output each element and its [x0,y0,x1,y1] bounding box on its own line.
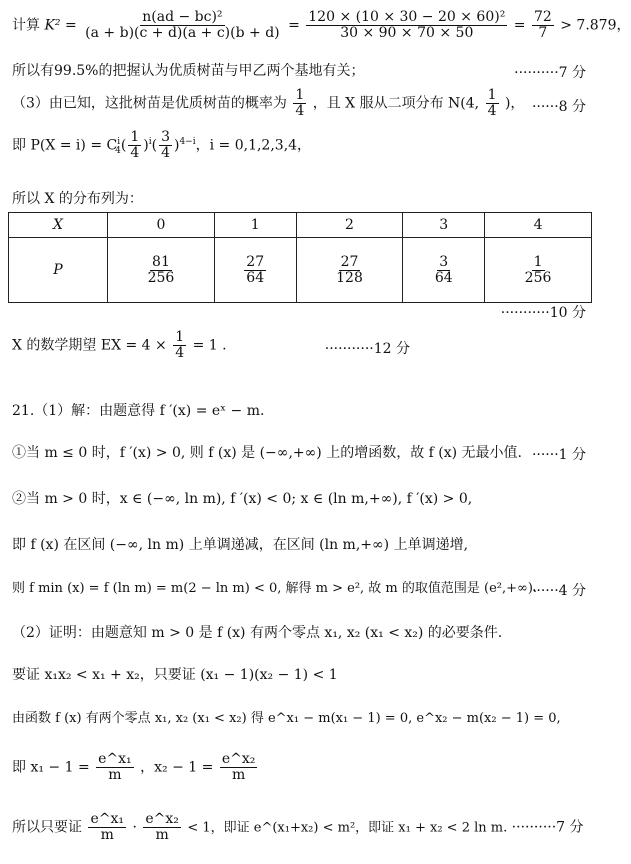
final-fraction-2 [143,812,181,843]
fraction-numerator: 1 [175,329,185,345]
fraction-numerator: 3 [161,129,170,145]
fraction-numerator: 1 [295,87,305,103]
fraction-denominator: 30 × 90 × 70 × 50 [340,25,474,41]
fraction-numerator: 27 [246,253,265,270]
table-cell [403,238,485,303]
score-7-a: ··········7 分 [514,65,586,81]
score-8: ······8 分 [531,99,586,115]
substitution-fraction-2 [220,752,258,783]
p-label: P [53,262,63,278]
fraction-denominator: 64 [434,269,453,286]
score-1: ······1 分 [531,447,586,463]
fraction-denominator: 4 [175,345,185,361]
exponent-1: i [148,136,152,147]
probability-fraction [433,255,455,286]
fraction-denominator: m [155,827,169,843]
q21-monotonic: 即 f (x) 在区间 (−∞, ln m) 上单调递减，在区间 (ln m,+∞) 上单调递增, [12,537,469,553]
fraction-numerator: 1 [487,87,497,103]
fraction-numerator: 3 [439,253,449,270]
fraction-denominator: (a + b)(c + d)(a + c)(b + d) [85,25,280,41]
pmf-line: 即 $P(X = i) = C^i_4$( $\frac{1}{4}$ )$^i$( $\frac{3}{4}$ )$^{4-i}$，i = 0,1,2,3,4， [12,129,312,161]
distribution-table [8,212,592,303]
table-cell [214,238,296,303]
fraction-numerator: 81 [152,253,170,270]
x-label-cell [9,213,108,238]
binomial-text-2: ，且 X 服从二项分布 N(4, [312,95,480,112]
k2-value-fraction [306,10,507,41]
final-prefix: 所以只要证 [12,819,82,836]
multiply-dot: · [132,819,137,836]
distribution-heading-text: 所以 X 的分布列为： [12,191,143,207]
fraction-denominator: m [100,827,114,843]
q21-to-prove: 要证 x₁x₂ < x₁ + x₂，只要证 (x₁ − 1)(x₂ − 1) < 1 [12,667,338,683]
table-cell [108,238,215,303]
fraction-numerator: 120 × (10 × 30 − 20 × 60)² [308,9,506,25]
fraction-numerator: e^x₂ [221,751,256,767]
table-cell: 2 [296,213,403,238]
k2-symbol: K² [44,17,61,34]
fraction-numerator: e^x₁ [98,751,132,767]
conclusion-line [12,62,364,80]
table-cell [485,238,592,303]
fraction-numerator: e^x₂ [145,811,179,827]
expectation-text-2: = 1 . [192,337,227,354]
fraction-denominator: 64 [246,269,265,286]
q21-substitution [12,752,259,783]
k2-formula-fraction [83,10,281,41]
q21-final [12,812,584,843]
pmf-prefix: 即 P(X = i) = C [12,137,118,154]
probability-fraction [146,255,177,286]
fraction-denominator: m [108,767,122,783]
pmf-fraction-1 [128,130,141,161]
text-prefix: 计算 [12,17,40,34]
q21-minimum: 则 f min (x) = f (ln m) = m(2 − ln m) < 0, 解得 m > e², 故 m 的取值范围是 (e²,+∞). [12,581,538,596]
score-4: ······4 分 [531,583,586,599]
fraction-denominator: 256 [147,269,175,286]
substitution-prefix: 即 x₁ − 1 = [12,759,90,776]
binomial-text-1: （3）由已知，这批树苗是优质树苗的概率为 [12,95,287,112]
pmf-tail: ，i = 0,1,2,3,4， [195,137,312,154]
q21-line-1: 21.（1）解：由题意得 f ′(x) = eˣ − m. [12,403,265,419]
probability-fraction [293,88,306,119]
final-tail: < 1，即证 e^(x₁+x₂) < m²，即证 x₁ + x₂ < 2 ln m. [187,820,508,836]
fraction-numerator: 1 [533,253,543,270]
score-7-b: ··········7 分 [511,819,584,836]
score-12: ···········12 分 [324,341,410,357]
binomial-param-fraction [486,88,499,119]
expectation-fraction [173,330,186,361]
equals: = [64,17,77,34]
fraction-denominator: m [231,767,246,783]
probability-fraction [334,255,365,286]
fraction-numerator: e^x₁ [90,811,124,827]
expectation-line [12,330,227,361]
equals: = [513,17,526,34]
score-10: ···········10 分 [500,305,586,321]
binomial-text-3: )， [504,95,525,112]
p-label-cell [9,238,108,303]
fraction-numerator: 1 [130,129,140,145]
q21-zeros: 由函数 f (x) 有两个零点 x₁, x₂ (x₁ < x₂) 得 e^x₁ − m(x₁ − 1) = 0, e^x₂ − m(x₂ − 1) = 0, [12,711,561,726]
fraction-numerator: 27 [340,253,359,270]
distribution-heading [12,190,143,208]
binomial-line [12,88,524,119]
fraction-denominator: 4 [161,145,170,161]
table-cell: 3 [403,213,485,238]
comb-sub: 4 [115,146,121,157]
table-cell: 0 [108,213,215,238]
probability-fraction [523,255,554,286]
fraction-denominator: 4 [487,103,497,119]
substitution-mid: ，x₂ − 1 = [140,759,214,776]
table-cell [296,238,403,303]
q21-part2: （2）证明：由题意知 m > 0 是 f (x) 有两个零点 x₁, x₂ (x₁ < x₂) 的必要条件. [12,625,503,641]
k2-calculation-line [12,10,631,41]
fraction-denominator: 7 [538,25,548,41]
pmf-fraction-2 [159,130,172,161]
fraction-denominator: 4 [295,103,305,119]
table-cell: 4 [485,213,592,238]
comb-sup: i [117,136,121,147]
conclusion-text: 所以有99.5%的把握认为优质树苗与甲乙两个基地有关； [12,63,365,79]
q21-case-1: ①当 m ≤ 0 时，f ′(x) > 0, 则 f (x) 是 (−∞,+∞) 上的增函数，故 f (x) 无最小值. [12,445,522,461]
fraction-numerator: n(ad − bc)² [142,9,223,25]
exponent-2: 4−i [179,136,196,147]
fraction-denominator: 128 [336,269,363,286]
comparison-tail: > 7.879， [560,17,631,34]
k2-result-fraction [532,10,554,41]
q21-case-2: ②当 m > 0 时，x ∈ (−∞, ln m), f ′(x) < 0; x ∈ (ln m,+∞), f ′(x) > 0, [12,491,473,507]
fraction-denominator: 256 [524,269,552,286]
table-row [9,213,592,238]
x-label: X [53,217,63,233]
table-cell: 1 [214,213,296,238]
table-row [9,238,592,303]
expectation-text-1: X 的数学期望 EX = 4 × [12,337,167,354]
equals: = [288,17,300,34]
fraction-denominator: 4 [130,145,140,161]
probability-fraction [244,255,266,286]
final-fraction-1 [88,812,126,843]
substitution-fraction-1 [96,752,134,783]
fraction-numerator: 72 [533,9,552,25]
